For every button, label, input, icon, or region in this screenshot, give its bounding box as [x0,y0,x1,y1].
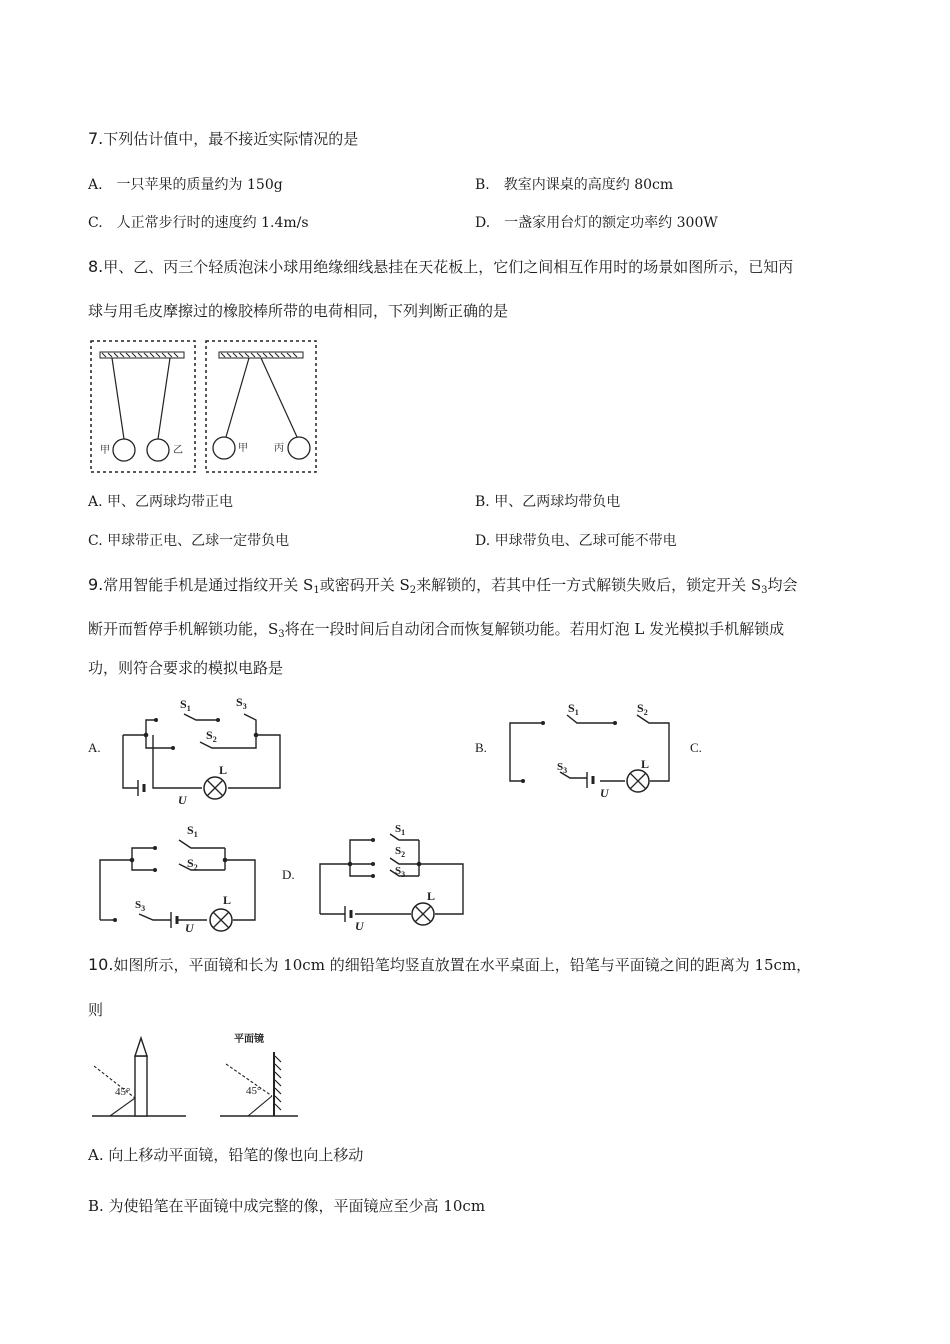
angle-label: 45° [246,1085,262,1097]
q9-circuit-b [505,698,675,800]
q7-option-c: C. 人正常步行时的速度约 1.4m/s [88,215,309,231]
q8-stem-line2: 球与用毛皮摩擦过的橡胶棒所带的电荷相同，下列判断正确的是 [88,302,509,320]
svg-text:S1: $S_1$ [395,823,406,837]
q10-number: 10. [88,955,114,974]
q9-option-b-label: B. [475,740,487,755]
q10-stem-line2: 则 [88,1001,104,1019]
q7-option-a: A. 一只苹果的质量约为 150g [88,177,283,193]
q8-stem-line1: 8.甲、乙、丙三个轻质泡沫小球用绝缘细线悬挂在天花板上，它们之间相互作用时的场景如图所示，已知丙 [88,257,794,276]
svg-text:S1: $S_1$ [187,823,198,839]
string [261,358,297,437]
pencil [135,1056,147,1116]
q10-option-a: A. 向上移动平面镜，铅笔的像也向上移动 [88,1146,364,1164]
q10-option-b: B. 为使铅笔在平面镜中成完整的像，平面镜应至少高 10cm [88,1197,486,1215]
ball-yi [147,439,169,461]
q9-option-d-label: D. [282,867,295,882]
q8-option-a: A. 甲、乙两球均带正电 [88,494,234,510]
q9-stem-line1: 9.常用智能手机是通过指纹开关 $S_1$或密码开关 $S_2$来解锁的，若其中任一方式解锁失败后，锁定开关 $S_3$均会 [88,575,798,596]
q10-stem-line1: 10.如图所示，平面镜和长为 10cm 的细铅笔均竖直放置在水平桌面上，铅笔与平面镜之间的距离为 15cm， [88,955,812,974]
q8-option-b: B. 甲、乙两球均带负电 [475,494,621,510]
ball-bing [288,437,310,459]
svg-text:U: U [355,919,364,933]
angle-label: 45° [115,1086,131,1098]
q9-option-c-label: C. [690,740,702,755]
label-yi: 乙 [173,445,183,456]
ball-jia [113,439,135,461]
svg-text:L: L [223,893,232,907]
string [112,358,124,439]
q8-figure-right [205,340,317,473]
q9-stem-line3: 功，则符合要求的模拟电路是 [88,659,284,677]
q8-figure-left [90,340,196,473]
svg-text:S1: $S_1$ [568,701,579,717]
q7-option-b: B. 教室内课桌的高度约 80cm [475,177,674,193]
svg-text:U: U [600,786,609,800]
q10-figure-pencil [90,1032,190,1122]
svg-text:S3: $S_3$ [557,761,568,775]
svg-text:L: L [219,763,228,777]
q8-option-d: D. 甲球带负电、乙球可能不带电 [475,533,677,549]
q9-number: 9. [88,575,104,594]
q8-number: 8. [88,257,104,276]
svg-text:L: L [427,889,436,903]
ball-jia [213,437,235,459]
q9-stem-line2: 断开而暂停手机解锁功能，$S_3$将在一段时间后自动闭合而恢复解锁功能。若用灯泡 L 发光模拟手机解锁成 [88,620,785,640]
q9-circuit-c [95,820,270,935]
svg-text:S2: $S_2$ [637,701,648,717]
q7-stem: 7.下列估计值中，最不接近实际情况的是 [88,129,359,148]
svg-text:U: U [178,793,187,807]
label-jia: 甲 [100,445,110,456]
svg-text:U: U [185,921,194,935]
q7-number: 7. [88,129,104,148]
q9-circuit-a [118,690,290,808]
svg-text:S3: $S_3$ [236,695,247,711]
q9-circuit-d [315,818,470,932]
string [158,358,170,439]
q9-option-a-label: A. [88,740,101,755]
svg-text:S1: $S_1$ [180,697,191,713]
svg-text:S2: $S_2$ [187,856,198,872]
string [226,358,249,437]
q8-option-c: C. 甲球带正电、乙球一定带负电 [88,533,290,549]
label-jia: 甲 [238,443,248,454]
svg-text:S2: $S_2$ [206,728,217,744]
svg-text:S3: $S_3$ [135,899,146,913]
label-bing: 丙 [274,443,284,454]
mirror-label: 平面镜 [234,1034,264,1045]
q10-figure-mirror [218,1028,303,1122]
svg-text:S2: $S_2$ [395,845,406,859]
svg-text:S3: $S_3$ [395,865,406,879]
q7-option-d: D. 一盏家用台灯的额定功率约 300W [475,215,718,231]
svg-text:L: L [641,757,650,771]
